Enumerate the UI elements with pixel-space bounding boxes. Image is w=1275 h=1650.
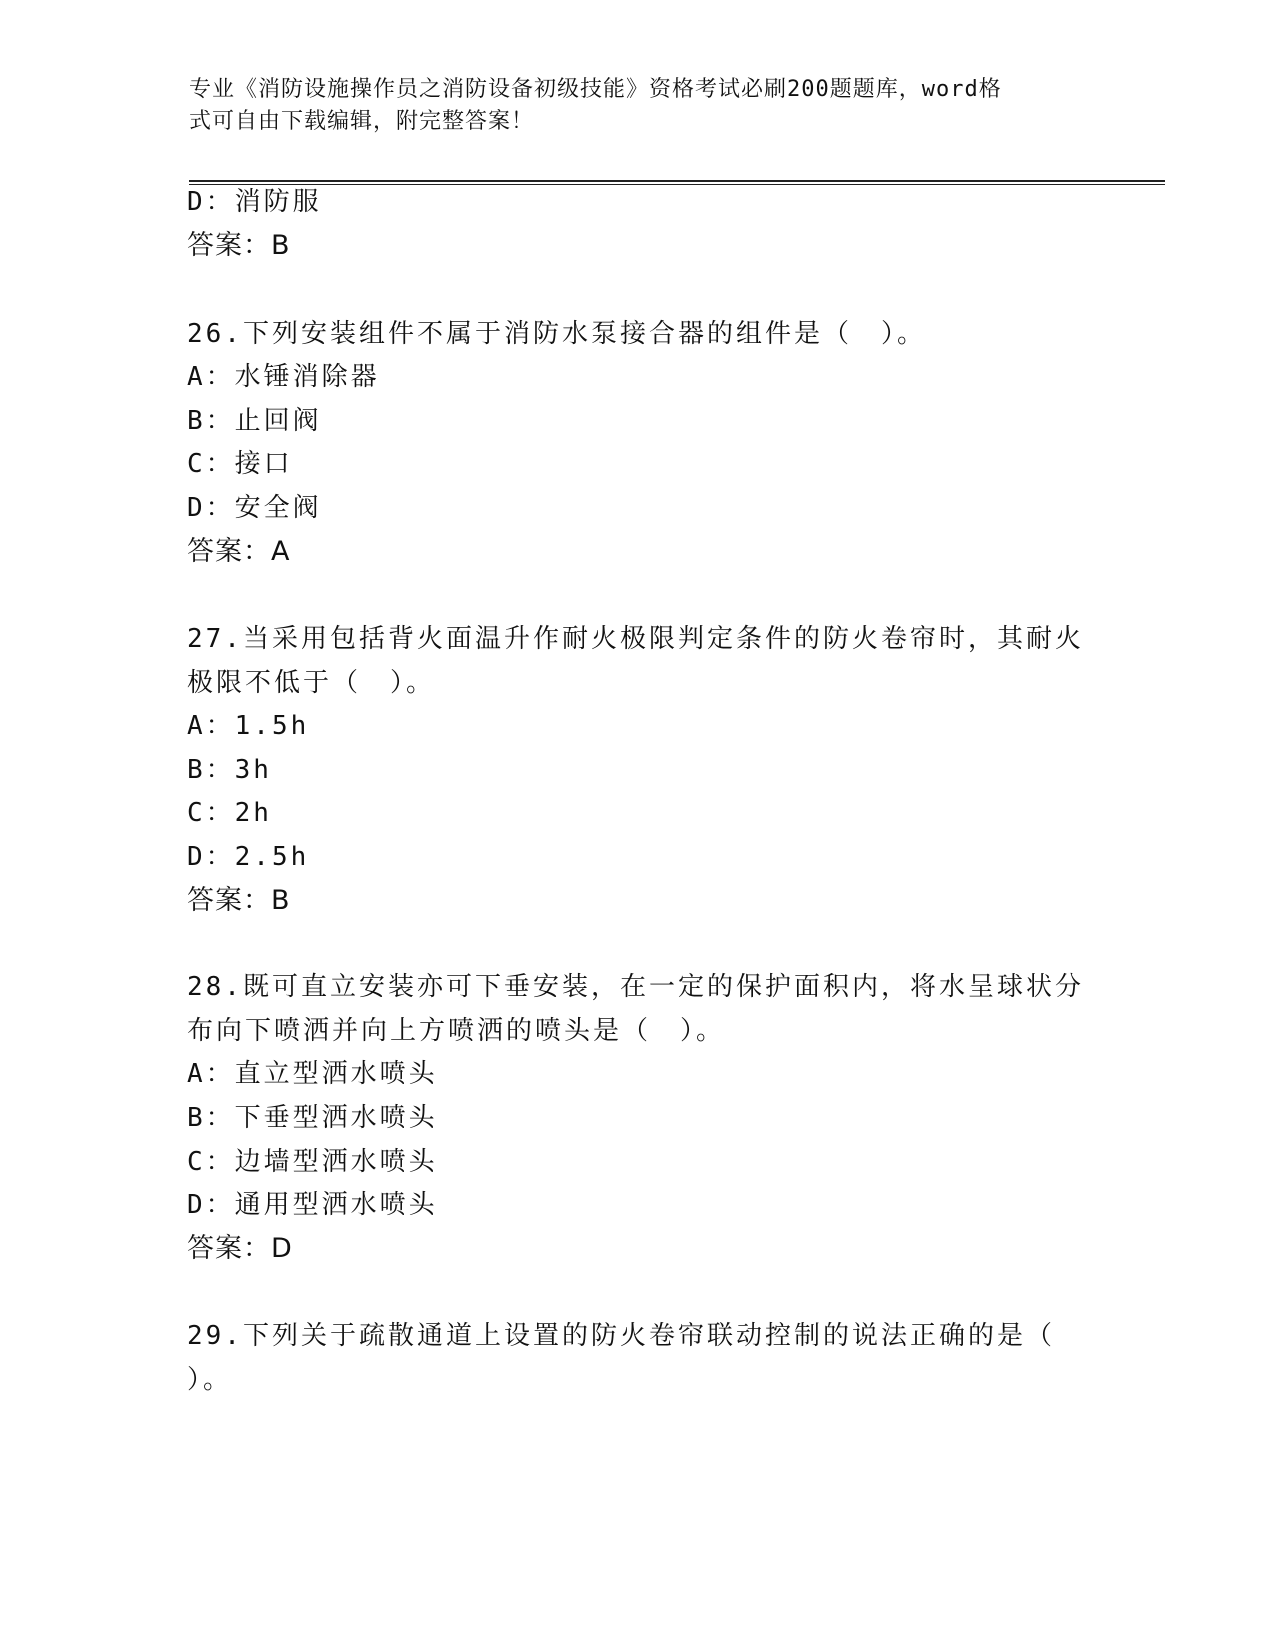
question-stem-line-2: 布向下喷洒并向上方喷洒的喷头是（ ）。 bbox=[187, 1016, 726, 1046]
header-line-2: 式可自由下载编辑，附完整答案！ bbox=[189, 109, 535, 134]
option-a: A：直立型洒水喷头 bbox=[187, 1059, 438, 1089]
question-stem-line-2: 极限不低于（ ）。 bbox=[187, 668, 436, 698]
option-c: C：2h bbox=[187, 798, 272, 828]
question-stem-line-1: 28.既可直立安装亦可下垂安装，在一定的保护面积内，将水呈球状分 bbox=[187, 972, 1084, 1002]
question-stem-line-2: ）。 bbox=[187, 1365, 233, 1395]
option-d: D：安全阀 bbox=[187, 493, 322, 523]
answer-line: 答案：A bbox=[187, 536, 291, 567]
answer-line: 答案：B bbox=[187, 230, 291, 261]
option-b: B：止回阀 bbox=[187, 406, 322, 436]
header-divider bbox=[189, 180, 1165, 182]
option-c: C：接口 bbox=[187, 449, 293, 479]
option-d: D：消防服 bbox=[187, 187, 322, 217]
document-header bbox=[189, 74, 1069, 138]
header-line-1: 专业《消防设施操作员之消防设备初级技能》资格考试必刷200题题库，word格 bbox=[189, 77, 1002, 102]
header-divider-thin bbox=[189, 184, 1165, 185]
question-stem-line-1: 29.下列关于疏散通道上设置的防火卷帘联动控制的说法正确的是（ bbox=[187, 1321, 1055, 1351]
answer-line: 答案：B bbox=[187, 885, 291, 916]
option-b: B：下垂型洒水喷头 bbox=[187, 1103, 438, 1133]
option-b: B：3h bbox=[187, 755, 272, 785]
option-d: D：通用型洒水喷头 bbox=[187, 1190, 438, 1220]
question-stem-line-1: 27.当采用包括背火面温升作耐火极限判定条件的防火卷帘时，其耐火 bbox=[187, 624, 1084, 654]
option-a: A：1.5h bbox=[187, 711, 310, 741]
option-c: C：边墙型洒水喷头 bbox=[187, 1147, 438, 1177]
option-d: D：2.5h bbox=[187, 842, 310, 872]
question-stem: 26.下列安装组件不属于消防水泵接合器的组件是（ ）。 bbox=[187, 319, 926, 349]
answer-line: 答案：D bbox=[187, 1233, 293, 1264]
option-a: A：水锤消除器 bbox=[187, 362, 380, 392]
